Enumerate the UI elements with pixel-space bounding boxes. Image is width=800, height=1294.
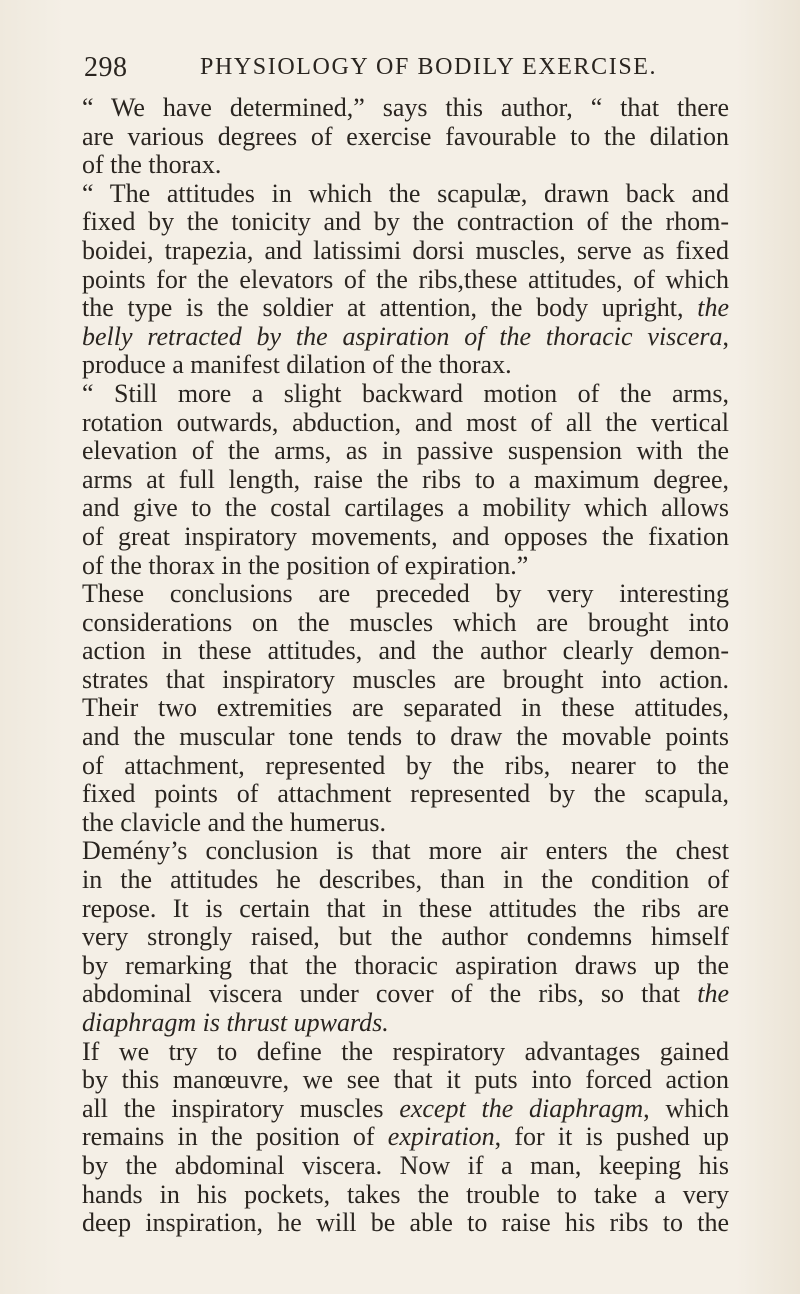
text-line: of the thorax. bbox=[82, 150, 222, 180]
text-line: diaphragm is thrust upwards. bbox=[82, 1008, 389, 1037]
text-line: arms at full length, raise the ribs to a maximum degree, bbox=[82, 464, 729, 494]
text-line: considerations on the muscles which are brought into bbox=[82, 607, 729, 637]
running-title: PHYSIOLOGY OF BODILY EXERCISE. bbox=[200, 54, 658, 80]
text-line: of great inspiratory movements, and opposes the fixation bbox=[82, 521, 729, 551]
text-line: of attachment, represented by the ribs, nearer to the bbox=[82, 750, 729, 780]
text-line: by this manœuvre, we see that it puts into forced action bbox=[82, 1065, 729, 1095]
text-line: remains in the position of expiration, for it is pushed up bbox=[82, 1122, 729, 1152]
text-line: produce a manifest dilation of the thorax. bbox=[82, 350, 512, 380]
text-line: rotation outwards, abduction, and most of all the vertical bbox=[82, 407, 729, 437]
text-line: Demény’s conclusion is that more air enters the chest bbox=[82, 836, 729, 866]
text-line: by the abdominal viscera. Now if a man, keeping his bbox=[82, 1150, 729, 1180]
text-line: and the muscular tone tends to draw the movable points bbox=[82, 722, 729, 752]
text-line: action in these attitudes, and the author clearly demon- bbox=[82, 636, 729, 666]
page-number: 298 bbox=[84, 52, 128, 83]
text-line: by remarking that the thoracic aspiration draws up the bbox=[82, 950, 729, 980]
text-line: very strongly raised, but the author condemns himself bbox=[82, 922, 729, 952]
text-line: fixed by the tonicity and by the contraction of the rhom- bbox=[82, 207, 729, 237]
text-line: If we try to define the respiratory advantages gained bbox=[82, 1036, 729, 1066]
text-line: points for the elevators of the ribs,these attitudes, of which bbox=[82, 264, 729, 294]
text-line: strates that inspiratory muscles are brought into action. bbox=[82, 664, 729, 694]
text-line: boidei, trapezia, and latissimi dorsi muscles, serve as fixed bbox=[82, 235, 729, 265]
text-line: hands in his pockets, takes the trouble to take a very bbox=[82, 1179, 729, 1209]
text-line: These conclusions are preceded by very interesting bbox=[82, 579, 729, 609]
page-header bbox=[84, 44, 724, 83]
text-line: are various degrees of exercise favourable to the dilation bbox=[82, 121, 729, 151]
text-line: repose. It is certain that in these attitudes the ribs are bbox=[82, 893, 729, 923]
text-line: belly retracted by the aspiration of the thoracic viscera, bbox=[82, 321, 729, 351]
text-line: the clavicle and the humerus. bbox=[82, 807, 386, 837]
text-line: “ The attitudes in which the scapulæ, drawn back and bbox=[82, 178, 729, 208]
text-line: Their two extremities are separated in these attitudes, bbox=[82, 693, 729, 723]
text-line: abdominal viscera under cover of the ribs, so that the bbox=[82, 979, 729, 1009]
text-line: the type is the soldier at attention, the body upright, the bbox=[82, 293, 729, 323]
text-line: deep inspiration, he will be able to raise his ribs to the bbox=[82, 1208, 729, 1238]
text-line: fixed points of attachment represented by the scapula, bbox=[82, 779, 729, 809]
text-line: of the thorax in the position of expiration.” bbox=[82, 550, 529, 580]
text-line: “ We have determined,” says this author, “ that there bbox=[82, 93, 729, 122]
text-line: “ Still more a slight backward motion of the arms, bbox=[82, 378, 729, 408]
text-line: all the inspiratory muscles except the diaphragm, which bbox=[82, 1093, 729, 1123]
text-line: and give to the costal cartilages a mobility which allows bbox=[82, 493, 729, 523]
body-text bbox=[82, 94, 729, 1238]
text-line: in the attitudes he describes, than in the condition of bbox=[82, 865, 729, 895]
text-line: elevation of the arms, as in passive suspension with the bbox=[82, 436, 729, 466]
